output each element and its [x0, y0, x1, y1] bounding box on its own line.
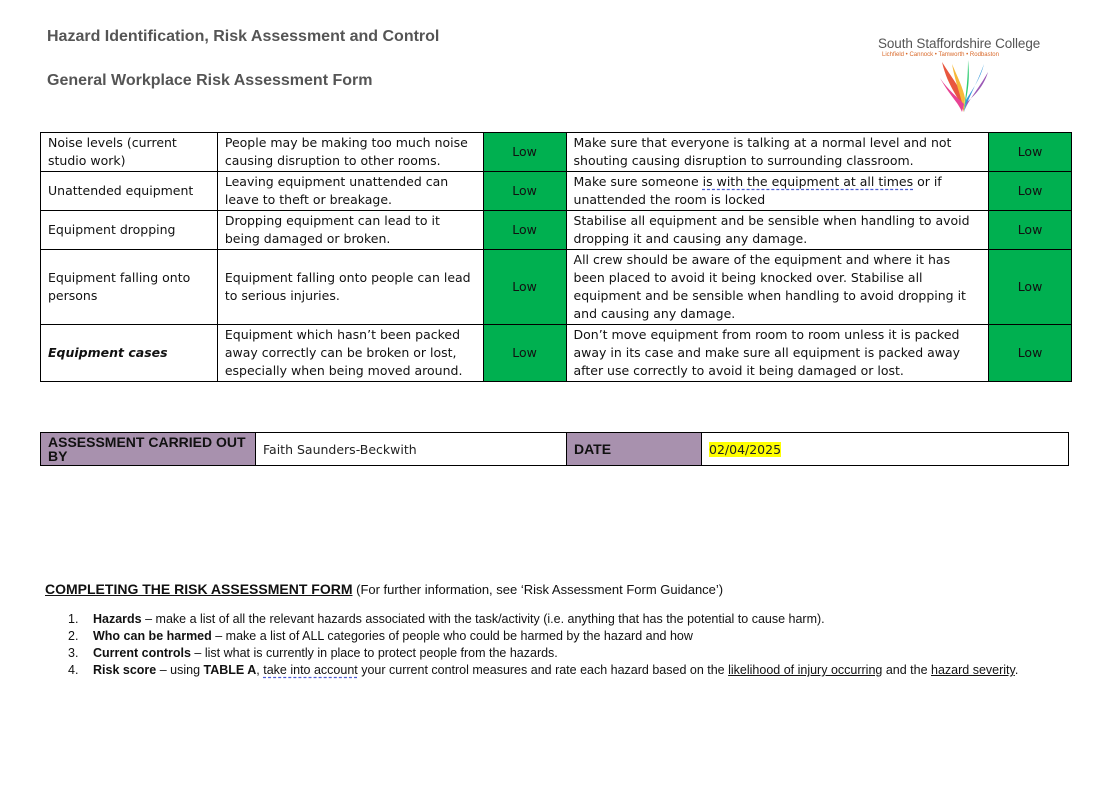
- assessment-table: [40, 432, 1069, 466]
- list-item: [68, 611, 1048, 628]
- hazard-cell: Equipment cases: [41, 325, 218, 382]
- who-harmed-cell: Equipment which hasn’t been packed away correctly can be broken or lost, especially when being moved around.: [217, 325, 483, 382]
- date-cell: [702, 433, 1069, 466]
- completing-title: COMPLETING THE RISK ASSESSMENT FORM: [45, 581, 353, 597]
- logo-name: South Staffordshire College: [878, 36, 1041, 51]
- list-number: 1.: [68, 612, 79, 626]
- spellcheck-underlined-text: is with the equipment at all times: [702, 174, 914, 189]
- residual-risk-cell: Low: [989, 250, 1072, 325]
- controls-cell: Make sure that everyone is talking at a normal level and not shouting causing disruption to surrounding classroom.: [566, 133, 989, 172]
- underlined-term: hazard severity: [931, 663, 1015, 677]
- assessor-label: ASSESSMENT CARRIED OUT BY: [41, 433, 256, 466]
- risk-level-cell: Low: [483, 250, 566, 325]
- controls-cell: Don’t move equipment from room to room unless it is packed away in its case and make sure all equipment is packed away after use correctly to avoid it being damaged or lost.: [566, 325, 989, 382]
- logo-campuses: Lichfield • Cannock • Tamworth • Rodbaston: [882, 52, 999, 58]
- table-row: [41, 250, 1072, 325]
- completing-heading: [45, 581, 723, 597]
- residual-risk-cell: Low: [989, 133, 1072, 172]
- hazard-cell: Equipment falling onto persons: [41, 250, 218, 325]
- risk-table: [40, 132, 1072, 382]
- list-item: [68, 662, 1048, 679]
- list-number: 4.: [68, 663, 79, 677]
- who-harmed-cell: Leaving equipment unattended can leave to theft or breakage.: [217, 172, 483, 211]
- form-title: Hazard Identification, Risk Assessment and Control: [47, 28, 440, 45]
- risk-level-cell: Low: [483, 172, 566, 211]
- list-item: [68, 645, 1048, 662]
- controls-cell: [566, 172, 989, 211]
- hazard-cell: Equipment dropping: [41, 211, 218, 250]
- controls-cell: All crew should be aware of the equipment and where it has been placed to avoid it being knocked over. Stabilise all equipment and be sensible when handling to avoid dropping it and causing any damage.: [566, 250, 989, 325]
- list-number: 3.: [68, 646, 79, 660]
- risk-level-cell: Low: [483, 211, 566, 250]
- hazard-cell: Unattended equipment: [41, 172, 218, 211]
- residual-risk-cell: Low: [989, 325, 1072, 382]
- who-harmed-cell: Equipment falling onto people can lead to serious injuries.: [217, 250, 483, 325]
- completing-note: (For further information, see ‘Risk Assessment Form Guidance’): [352, 582, 724, 597]
- controls-text: Make sure someone: [573, 174, 703, 189]
- residual-risk-cell: Low: [989, 211, 1072, 250]
- risk-level-cell: Low: [483, 325, 566, 382]
- controls-text: or if unattended the room is locked: [573, 174, 942, 207]
- table-row: [41, 433, 1069, 466]
- table-row: [41, 172, 1072, 211]
- assessor-name: Faith Saunders-Beckwith: [256, 433, 567, 466]
- list-text: Hazards – make a list of all the relevant hazards associated with the task/activity (i.e. anything that has the potential to cause harm).: [93, 612, 825, 626]
- controls-cell: Stabilise all equipment and be sensible when handling to avoid dropping it and causing any damage.: [566, 211, 989, 250]
- instructions-list: [68, 611, 1048, 679]
- table-row: [41, 325, 1072, 382]
- form-subtitle: General Workplace Risk Assessment Form: [47, 72, 373, 89]
- table-row: [41, 133, 1072, 172]
- date-value: 02/04/2025: [709, 441, 782, 457]
- who-harmed-cell: People may be making too much noise causing disruption to other rooms.: [217, 133, 483, 172]
- residual-risk-cell: Low: [989, 172, 1072, 211]
- list-number: 2.: [68, 629, 79, 643]
- spellcheck-underlined-text: take into account: [263, 663, 358, 677]
- underlined-term: likelihood of injury occurring: [728, 663, 883, 677]
- logo-mark-icon: [938, 58, 990, 114]
- risk-level-cell: Low: [483, 133, 566, 172]
- list-text: Risk score – using TABLE A, take into account your current control measures and rate each hazard based on the likelihood of injury occurring and the hazard severity.: [93, 663, 1019, 677]
- list-item: [68, 628, 1048, 645]
- date-label: DATE: [567, 433, 702, 466]
- table-row: [41, 211, 1072, 250]
- who-harmed-cell: Dropping equipment can lead to it being damaged or broken.: [217, 211, 483, 250]
- list-text: Who can be harmed – make a list of ALL categories of people who could be harmed by the hazard and how: [93, 629, 693, 643]
- hazard-cell: Noise levels (current studio work): [41, 133, 218, 172]
- list-text: Current controls – list what is currently in place to protect people from the hazards.: [93, 646, 558, 660]
- college-logo: [878, 36, 1058, 116]
